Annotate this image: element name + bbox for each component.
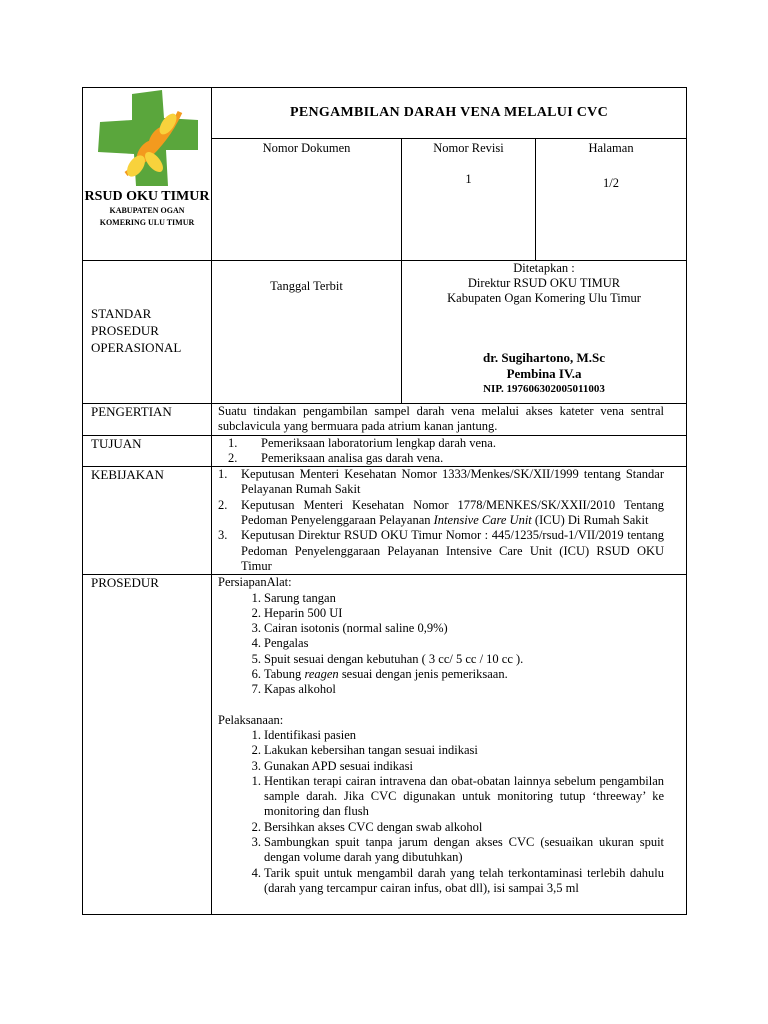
hospital-name: RSUD OKU TIMUR bbox=[84, 189, 210, 204]
hospital-subtitle: KABUPATEN OGAN KOMERING ULU TIMUR bbox=[99, 206, 195, 227]
direktur-label: Direktur RSUD OKU TIMUR bbox=[467, 276, 621, 290]
nomor-revisi-cell bbox=[402, 139, 536, 261]
pengertian-label: PENGERTIAN bbox=[83, 404, 212, 436]
signer-name: dr. Sugihartono, M.Sc bbox=[483, 350, 605, 365]
document-title: PENGAMBILAN DARAH VENA MELALUI CVC bbox=[212, 88, 687, 139]
kabupaten-label: Kabupaten Ogan Komering Ulu Timur bbox=[447, 291, 641, 305]
list-item: 2. Heparin 500 UI bbox=[251, 605, 343, 620]
hospital-logo bbox=[83, 88, 211, 188]
kebijakan-list bbox=[212, 467, 687, 575]
persiapan-label: PersiapanAlat: bbox=[218, 575, 292, 590]
list-item: 6. Tabung reagen sesuai dengan jenis pemeriksaan. bbox=[251, 667, 508, 682]
sop-table bbox=[82, 87, 687, 915]
hospital-header-cell bbox=[83, 88, 212, 261]
nomor-dokumen-cell bbox=[212, 139, 402, 261]
list-item: 1. Hentikan terapi cairan intravena dan obat-obatan lainnya sebelum pengambilan sample darah. Jika CVC digunakan untuk monitoring tutup ‘threeway’ ke monitoring dan flush bbox=[251, 773, 665, 819]
tanggal-terbit-label: Tanggal Terbit bbox=[212, 261, 402, 404]
ditetapkan-label: Ditetapkan : bbox=[513, 261, 575, 275]
nomor-revisi-label: Nomor Revisi bbox=[433, 141, 504, 155]
list-item: 1. Sarung tangan bbox=[251, 590, 336, 605]
list-item: 4. Tarik spuit untuk mengambil darah yang telah terkontaminasi terlebih dahulu (darah yang tercampur cairan infus, obat dll), isi sampai 3,5 ml bbox=[251, 865, 665, 895]
list-item: 2. Bersihkan akses CVC dengan swab alkohol bbox=[251, 819, 483, 834]
hospital-logo-icon bbox=[96, 90, 200, 188]
list-item: 3. Sambungkan spuit tanpa jarum dengan akses CVC (sesuaikan ukuran spuit dengan volume darah yang dibutuhkan) bbox=[251, 835, 665, 865]
nomor-revisi-value: 1 bbox=[465, 172, 472, 186]
signer-nip: NIP. 197606302005011003 bbox=[483, 383, 605, 395]
prosedur-content bbox=[212, 575, 687, 915]
halaman-value: 1/2 bbox=[603, 176, 619, 190]
list-item: 1. Identifikasi pasien bbox=[251, 727, 356, 742]
list-item: 5. Spuit sesuai dengan kebutuhan ( 3 cc/ 5 cc / 10 cc ). bbox=[251, 651, 524, 666]
halaman-cell bbox=[536, 139, 687, 261]
nomor-dokumen-label: Nomor Dokumen bbox=[262, 141, 351, 155]
list-item: 3. Keputusan Direktur RSUD OKU Timur Nomor : 445/1235/rsud-1/VII/2019 tentang Pedoman Penyelenggaraan Pelayanan Intensive Care Unit (ICU) RSUD OKU Timur bbox=[218, 528, 665, 573]
langkah-list bbox=[218, 728, 664, 896]
list-item: 2. Lakukan kebersihan tangan sesuai indikasi bbox=[251, 743, 478, 758]
signer-rank: Pembina IV.a bbox=[506, 366, 582, 381]
alat-list bbox=[218, 591, 664, 698]
list-item: 1. Pemeriksaan laboratorium lengkap darah vena. bbox=[228, 435, 496, 450]
pengertian-text: Suatu tindakan pengambilan sampel darah vena melalui akses kateter vena sentral subclavicula yang bermuara pada atrium kanan jantung. bbox=[212, 404, 687, 436]
kebijakan-label: KEBIJAKAN bbox=[83, 467, 212, 575]
list-item: 2. Pemeriksaan analisa gas darah vena. bbox=[228, 450, 444, 465]
sop-label: STANDAR PROSEDUR OPERASIONAL bbox=[83, 261, 212, 404]
tujuan-label: TUJUAN bbox=[83, 435, 212, 467]
list-item: 4. Pengalas bbox=[251, 636, 309, 651]
halaman-label: Halaman bbox=[588, 141, 634, 155]
tujuan-list bbox=[212, 435, 687, 467]
prosedur-label: PROSEDUR bbox=[83, 575, 212, 915]
list-item: 1. Keputusan Menteri Kesehatan Nomor 1333/Menkes/SK/XII/1999 tentang Standar Pelayanan Rumah Sakit bbox=[218, 467, 665, 497]
list-item: 2. Keputusan Menteri Kesehatan Nomor 1778/MENKES/SK/XXII/2010 Tentang Pedoman Penyelenggaraan Pelayanan Intensive Care Unit (ICU) Di Rumah Sakit bbox=[218, 497, 665, 528]
approval-block bbox=[402, 261, 687, 404]
list-item: 3. Gunakan APD sesuai indikasi bbox=[251, 758, 413, 773]
list-item: 7. Kapas alkohol bbox=[251, 682, 336, 697]
list-item: 3. Cairan isotonis (normal saline 0,9%) bbox=[251, 621, 448, 636]
pelaksanaan-label: Pelaksanaan: bbox=[218, 712, 284, 727]
